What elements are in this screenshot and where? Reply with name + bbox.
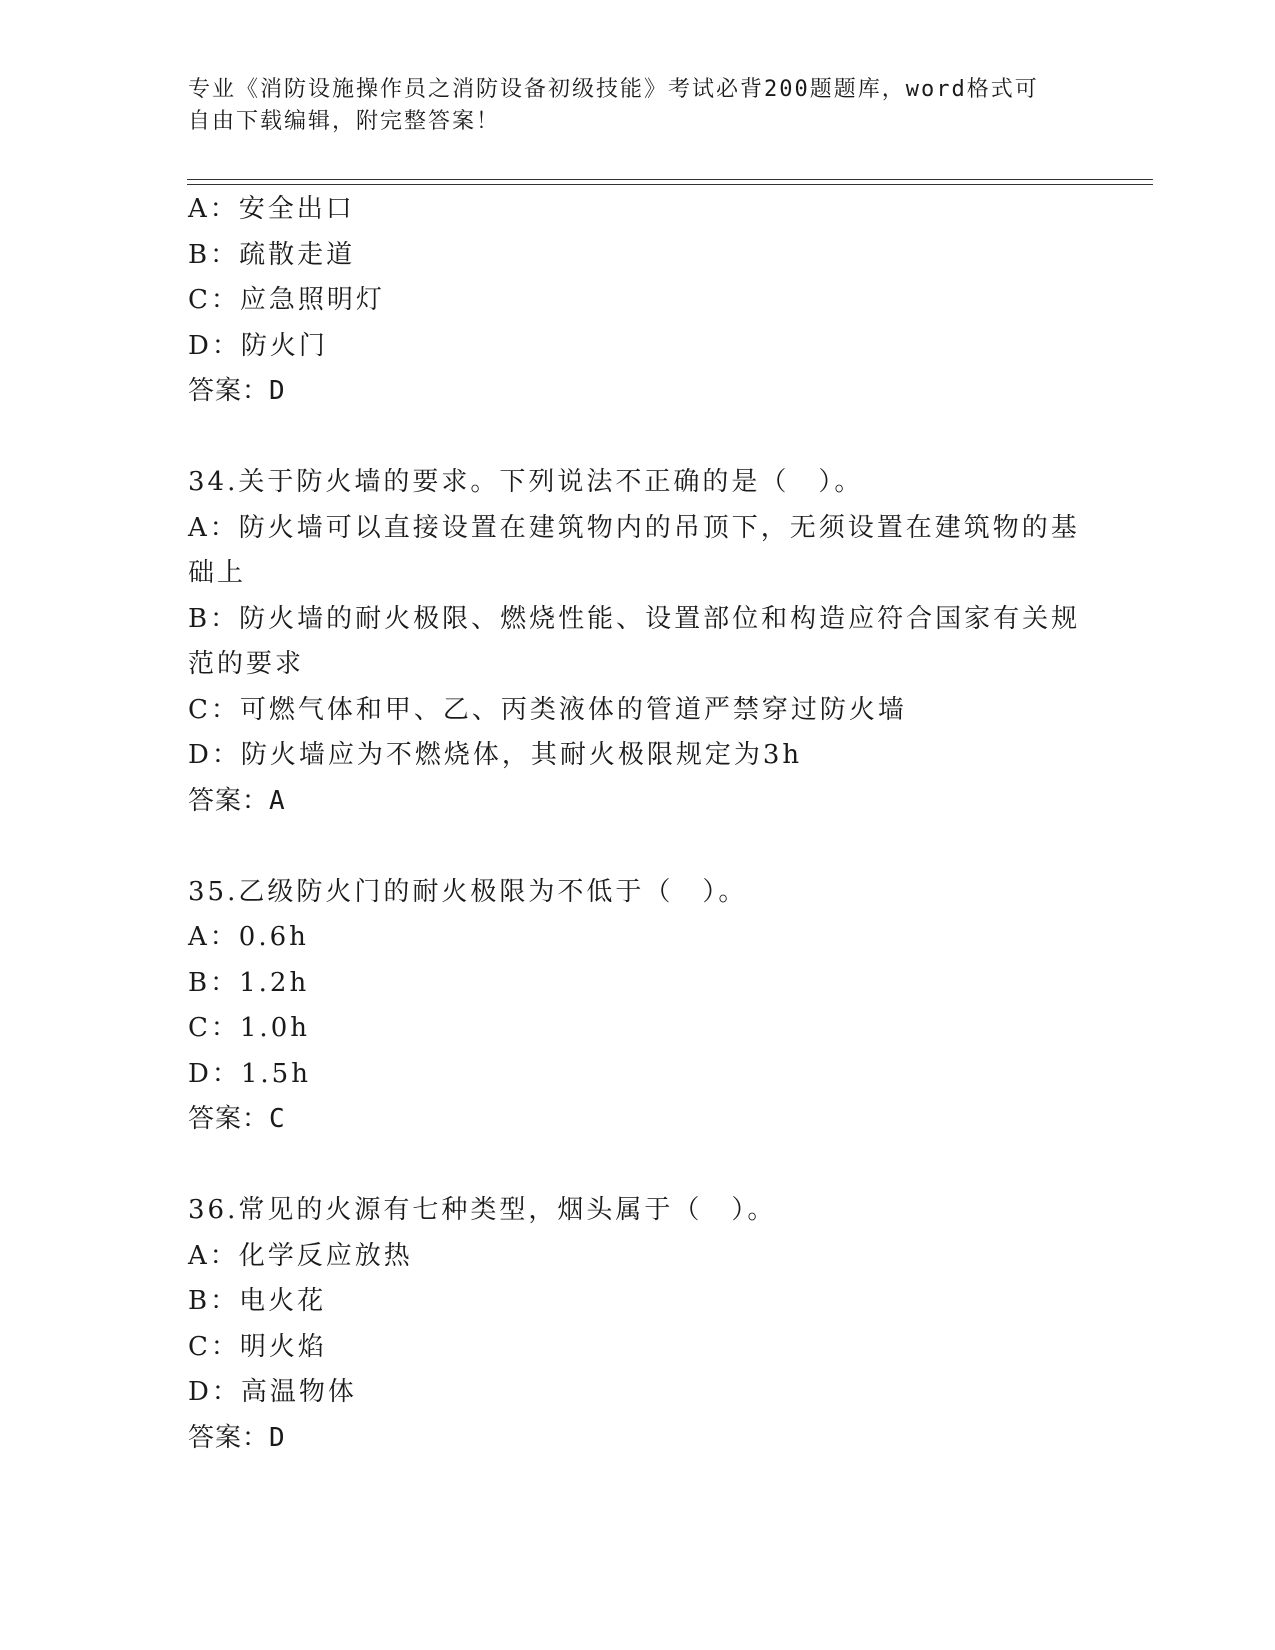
- option-a: A：0.6h: [188, 922, 309, 952]
- answer-line: 答案：A: [188, 785, 286, 816]
- answer-line: 答案：C: [188, 1104, 286, 1134]
- answer-line: 答案：D: [188, 1422, 286, 1453]
- spacer: [188, 1143, 1088, 1189]
- question-block-34: [188, 460, 1088, 824]
- question-list: [188, 187, 1088, 1461]
- option-b: B：防火墙的耐火极限、燃烧性能、设置部位和构造应符合国家有关规范的要求: [188, 603, 1081, 679]
- option-b: B：电火花: [188, 1286, 327, 1316]
- question-block-35: [188, 870, 1088, 1143]
- question-text: 35.乙级防火门的耐火极限为不低于（ ）。: [188, 876, 748, 907]
- option-c: C：可燃气体和甲、乙、丙类液体的管道严禁穿过防火墙: [188, 694, 907, 725]
- header-divider-top: [187, 179, 1153, 180]
- option-b: B：疏散走道: [188, 239, 356, 270]
- question-block-36: [188, 1188, 1088, 1461]
- option-d: D：防火墙应为不燃烧体，其耐火极限规定为3h: [188, 740, 803, 770]
- spacer: [188, 415, 1088, 461]
- option-c: C：1.0h: [188, 1013, 310, 1043]
- option-a: A：防火墙可以直接设置在建筑物内的吊顶下，无须设置在建筑物的基础上: [188, 512, 1080, 588]
- option-d: D：防火门: [188, 330, 328, 361]
- option-b: B：1.2h: [188, 967, 310, 998]
- header-line-1: 专业《消防设施操作员之消防设备初级技能》考试必背200题题库，word格式可: [188, 77, 1039, 102]
- option-d: D：1.5h: [188, 1058, 311, 1089]
- header-divider-bottom: [187, 184, 1153, 185]
- option-c: C：应急照明灯: [188, 285, 385, 315]
- header-line-2: 自由下载编辑，附完整答案！: [188, 109, 501, 134]
- question-text: 36.常见的火源有七种类型，烟头属于（ ）。: [188, 1195, 777, 1225]
- option-c: C：明火焰: [188, 1331, 327, 1362]
- question-block-33: [188, 187, 1088, 415]
- question-text: 34.关于防火墙的要求。下列说法不正确的是（ ）。: [188, 467, 864, 497]
- option-a: A：化学反应放热: [188, 1240, 413, 1271]
- spacer: [188, 824, 1088, 870]
- answer-line: 答案：D: [188, 376, 286, 406]
- option-d: D：高温物体: [188, 1377, 357, 1407]
- document-header: [188, 74, 1088, 138]
- option-a: A：安全出口: [188, 194, 355, 224]
